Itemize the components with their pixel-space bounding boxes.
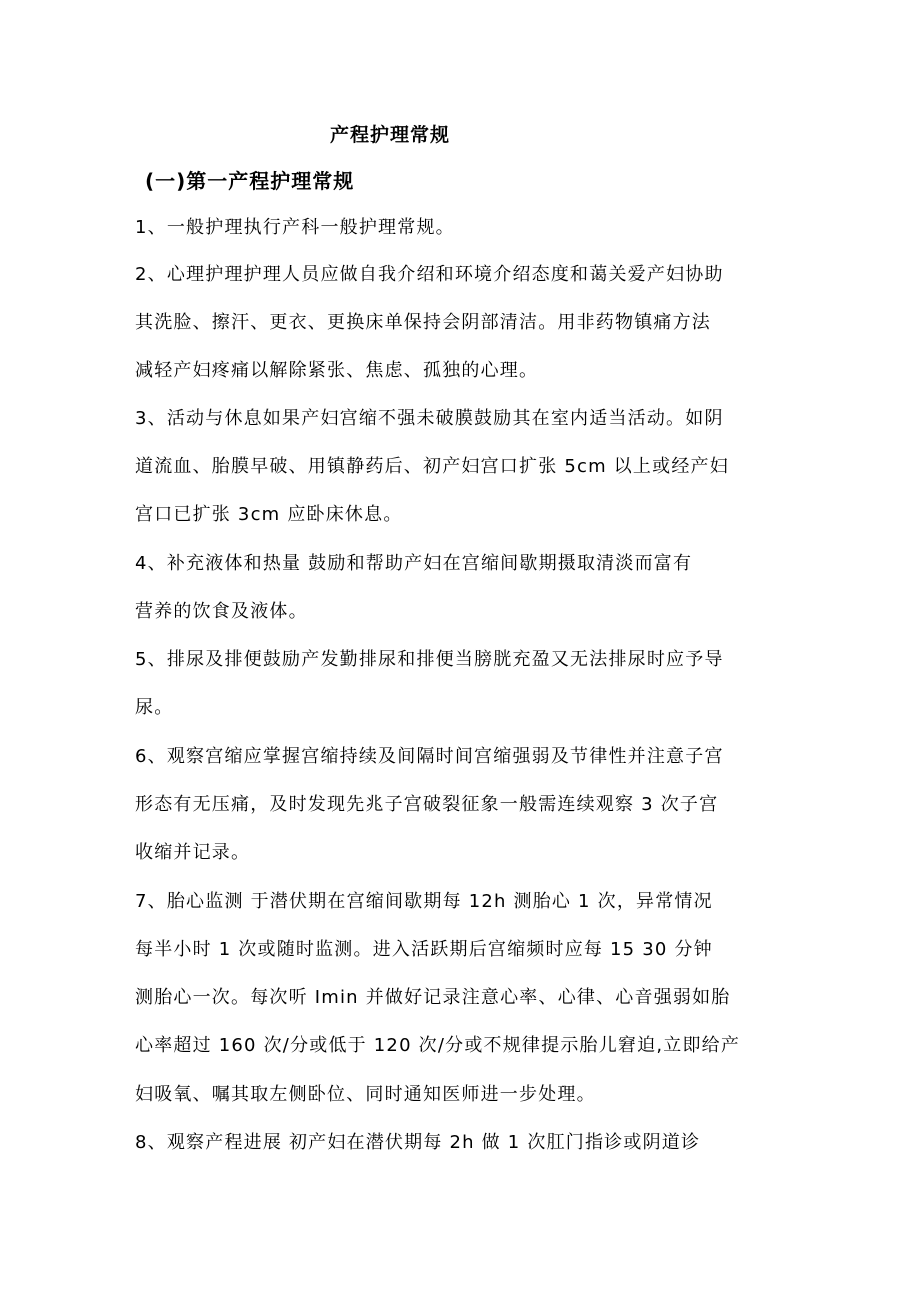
text-line-16: 每半小时 1 次或随时监测。进入活跃期后宫缩频时应每 15 30 分钟 [135,939,713,960]
text-line-8: 4、补充液体和热量 鼓励和帮助产妇在宫缩间歇期摄取清淡而富有 [135,553,693,574]
text-line-1: 1、一般护理执行产科一般护理常规。 [135,217,455,238]
text-line-4: 减轻产妇疼痛以解除紧张、焦虑、孤独的心理。 [135,360,539,381]
text-line-17: 测胎心一次。每次听 Imin 并做好记录注意心率、心律、心音强弱如胎 [135,987,731,1008]
text-line-15: 7、胎心监测 于潜伏期在宫缩间歇期每 12h 测胎心 1 次，异常情况 [135,891,713,912]
text-line-12: 6、观察宫缩应掌握宫缩持续及间隔时间宫缩强弱及节律性并注意子宫 [135,746,724,767]
text-line-13: 形态有无压痛，及时发现先兆子宫破裂征象一般需连续观察 3 次子宫 [135,794,719,815]
text-line-2: 2、心理护理护理人员应做自我介绍和环境介绍态度和蔼关爱产妇协助 [135,264,724,285]
text-line-6: 道流血、胎膜早破、用镇静药后、初产妇宫口扩张 5cm 以上或经产妇 [135,456,729,477]
text-line-18: 心率超过 160 次/分或低于 120 次/分或不规律提示胎儿窘迫,立即给产 [135,1035,741,1056]
text-line-3: 其洗脸、擦汗、更衣、更换床单保持会阴部清洁。用非药物镇痛方法 [135,312,711,333]
text-line-7: 宫口已扩张 3cm 应卧床休息。 [135,504,403,525]
text-line-9: 营养的饮食及液体。 [135,601,308,622]
text-line-14: 收缩并记录。 [135,842,251,863]
text-line-20: 8、观察产程进展 初产妇在潜伏期每 2h 做 1 次肛门指诊或阴道诊 [135,1132,701,1153]
text-line-10: 5、排尿及排便鼓励产发勤排尿和排便当膀胱充盈又无法排尿时应予导 [135,649,724,670]
document-title: 产程护理常规 [330,124,451,146]
text-line-19: 妇吸氧、嘱其取左侧卧位、同时通知医师进一步处理。 [135,1084,596,1105]
text-line-11: 尿。 [135,697,174,718]
section-heading: (一)第一产程护理常规 [145,169,355,193]
text-line-5: 3、活动与休息如果产妇宫缩不强未破膜鼓励其在室内适当活动。如阴 [135,408,724,429]
